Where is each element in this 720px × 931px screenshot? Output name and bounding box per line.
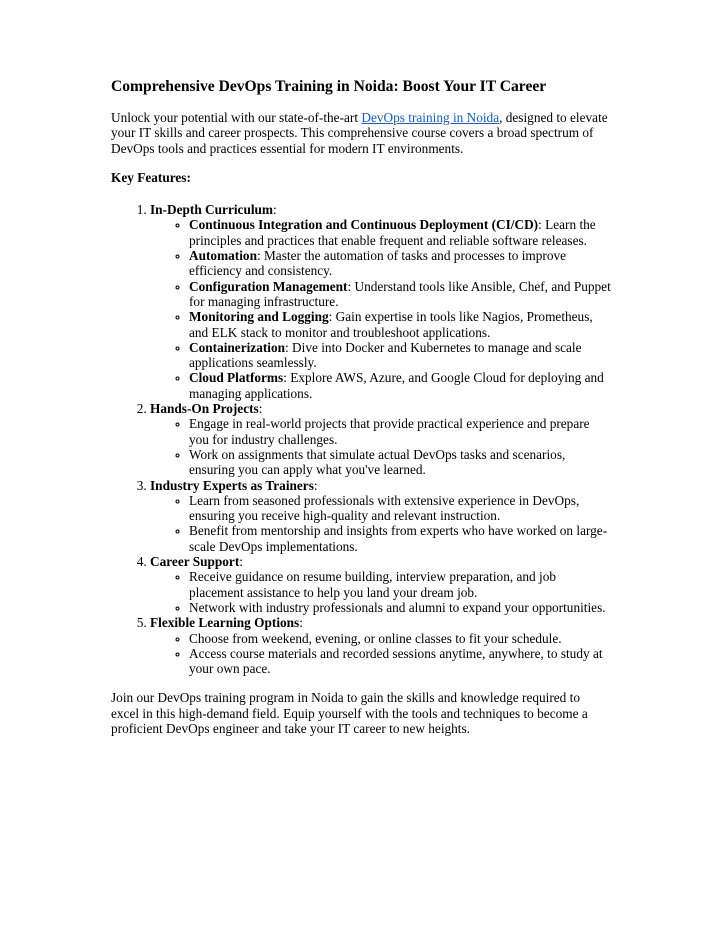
key-features-heading: Key Features:	[111, 169, 191, 185]
sub-item-text: Receive guidance on resume building, interview preparation, and job placement assistance to help you land your dream job.	[189, 569, 557, 600]
devops-training-link[interactable]: DevOps training in Noida	[361, 110, 500, 125]
feature-item: 1. In-Depth Curriculum: ◦ Continuous Integration and Continuous Deployment (CI/CD): Learn the principles and practices that enable frequent and reliable software releases. ◦ Automation: Master the automation of tasks and processes to improve efficiency and consistency. ◦ Configuration Management: Understand tools like Ansible, Chef, and Puppet for managing infrastructure. ◦ Monitoring and Logging: Gain expertise in tools like Nagios, Prometheus, and ELK stack to monitor and troubleshoot applications. ◦ Containerization: Dive into Docker and Kubernetes to manage and scale applications seamlessly. ◦ Cloud Platforms: Explore AWS, Azure, and Google Cloud for deploying and managing applications.	[150, 202, 611, 401]
feature-name: In-Depth Curriculum	[150, 202, 274, 218]
feature-sub-list	[150, 631, 611, 677]
document-body	[111, 78, 611, 736]
feature-name: Flexible Learning Options	[150, 615, 300, 631]
sub-item-term: Configuration Management	[189, 278, 348, 294]
sub-item-term: Containerization	[189, 339, 286, 355]
intro-text-after: , designed to elevate your IT skills and career prospects. This comprehensive course covers a broad spectrum of DevOps tools and practices essential for modern IT environments.	[111, 110, 608, 156]
closing-paragraph: Join our DevOps training program in Noida to gain the skills and knowledge required to excel in this high-demand field. Equip yourself with the tools and techniques to become a proficient DevOps engineer and take your IT career to new heights.	[111, 690, 588, 736]
feature-sub-item	[189, 523, 611, 554]
sub-item-text: : Learn the principles and practices that enable frequent and reliable software releases.	[189, 217, 596, 248]
feature-sub-item	[189, 646, 611, 677]
feature-item: 3. Industry Experts as Trainers: ◦ Learn from seasoned professionals with extensive experience in DevOps, ensuring you receive high-quality and relevant instruction. ◦ Benefit from mentorship and insights from experts who have worked on large-scale DevOps implementations.	[150, 478, 611, 554]
feature-sub-item	[189, 569, 611, 600]
sub-item-text: : Understand tools like Ansible, Chef, and Puppet for managing infrastructure.	[189, 278, 611, 309]
sub-item-text: : Explore AWS, Azure, and Google Cloud for deploying and managing applications.	[189, 370, 604, 401]
feature-sub-item	[189, 309, 611, 340]
feature-sub-item	[189, 416, 611, 447]
sub-item-text: Learn from seasoned professionals with extensive experience in DevOps, ensuring you receive high-quality and relevant instruction.	[189, 492, 580, 524]
intro-paragraph	[111, 110, 611, 156]
sub-item-term: Monitoring and Logging	[189, 309, 329, 325]
feature-sub-item	[189, 217, 611, 248]
feature-sub-list	[150, 416, 611, 477]
sub-item-text: : Dive into Docker and Kubernetes to manage and scale applications seamlessly.	[189, 339, 582, 371]
document-title: Comprehensive DevOps Training in Noida: Boost Your IT Career	[111, 78, 547, 95]
sub-item-text: Engage in real-world projects that provide practical experience and prepare you for industry challenges.	[189, 416, 590, 447]
intro-text-before: Unlock your potential with our state-of-the-art	[111, 110, 362, 125]
feature-sub-list	[150, 217, 611, 401]
sub-item-term: Cloud Platforms	[189, 370, 284, 386]
feature-name: Industry Experts as Trainers	[150, 477, 314, 493]
feature-sub-item	[189, 600, 611, 615]
feature-sub-item	[189, 631, 611, 646]
feature-sub-item	[189, 493, 611, 524]
feature-item: 5. Flexible Learning Options: ◦ Choose from weekend, evening, or online classes to fit your schedule. ◦ Access course materials and recorded sessions anytime, anywhere, to study at your own pace.	[150, 615, 611, 676]
sub-item-text: Choose from weekend, evening, or online classes to fit your schedule.	[189, 630, 562, 646]
sub-item-term: Automation	[189, 248, 257, 264]
feature-name: Hands-On Projects	[150, 401, 259, 417]
sub-item-text: Access course materials and recorded sessions anytime, anywhere, to study at your own pace.	[189, 645, 603, 677]
feature-sub-list	[150, 569, 611, 615]
feature-sub-item	[189, 370, 611, 401]
features-list	[111, 202, 611, 676]
feature-sub-item	[189, 248, 611, 279]
sub-item-text: : Master the automation of tasks and processes to improve efficiency and consistency.	[189, 248, 567, 279]
feature-item: 2. Hands-On Projects: ◦ Engage in real-world projects that provide practical experience and prepare you for industry challenges. ◦ Work on assignments that simulate actual DevOps tasks and scenarios, ensuring you can apply what you've learned.	[150, 401, 611, 477]
sub-item-text: : Gain expertise in tools like Nagios, Prometheus, and ELK stack to monitor and troubleshoot applications.	[189, 309, 593, 340]
feature-item: 4. Career Support: ◦ Receive guidance on resume building, interview preparation, and job placement assistance to help you land your dream job. ◦ Network with industry professionals and alumni to expand your opportunities.	[150, 554, 611, 615]
feature-sub-list	[150, 493, 611, 554]
feature-sub-item	[189, 279, 611, 310]
feature-name: Career Support	[150, 554, 240, 570]
sub-item-text: Work on assignments that simulate actual DevOps tasks and scenarios, ensuring you can apply what you've learned.	[189, 446, 566, 478]
sub-item-text: Network with industry professionals and alumni to expand your opportunities.	[189, 599, 606, 615]
feature-sub-item	[189, 340, 611, 371]
sub-item-text: Benefit from mentorship and insights from experts who have worked on large-scale DevOps implementations.	[189, 523, 608, 554]
sub-item-term: Continuous Integration and Continuous Deployment (CI/CD)	[189, 217, 539, 233]
feature-sub-item	[189, 447, 611, 478]
